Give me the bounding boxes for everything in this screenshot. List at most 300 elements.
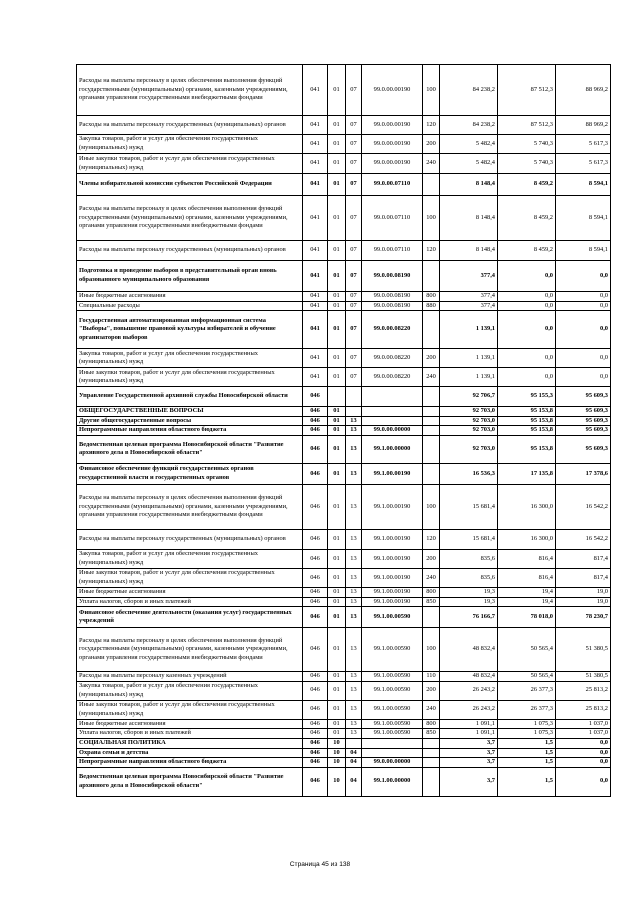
table-row	[77, 681, 611, 700]
row-amount-year2-cell: 50 565,4	[498, 628, 556, 672]
row-cs-cell: 99.1.00.00590	[362, 628, 423, 672]
row-gr-cell: 046	[303, 700, 328, 719]
row-amount-year1-cell: 835,6	[440, 549, 498, 568]
row-amount-year1-cell: 3,7	[440, 748, 498, 758]
row-name-cell: Закупка товаров, работ и услуг для обеспечения государственных (муниципальных) нужд	[77, 349, 303, 368]
row-cs-cell: 99.1.00.00190	[362, 529, 423, 549]
row-amount-year3-cell: 51 380,5	[556, 628, 611, 672]
row-amount-year1-cell: 92 703,0	[440, 435, 498, 463]
table-body	[77, 65, 611, 797]
row-gr-cell: 046	[303, 407, 328, 417]
row-amount-year2-cell: 0,0	[498, 292, 556, 302]
row-rz-cell: 01	[328, 549, 346, 568]
row-rz-cell: 01	[328, 241, 346, 261]
row-amount-year2-cell: 19,4	[498, 587, 556, 597]
row-pr-cell: 13	[346, 628, 362, 672]
row-vr-cell: 100	[423, 65, 440, 116]
row-amount-year1-cell: 3,7	[440, 767, 498, 796]
row-amount-year1-cell: 26 243,2	[440, 681, 498, 700]
row-amount-year1-cell: 5 482,4	[440, 135, 498, 154]
table-row	[77, 65, 611, 116]
row-vr-cell	[423, 261, 440, 292]
row-amount-year1-cell: 92 706,7	[440, 387, 498, 407]
row-amount-year1-cell: 1 139,1	[440, 311, 498, 349]
row-cs-cell: 99.0.00.00190	[362, 154, 423, 174]
row-vr-cell	[423, 463, 440, 484]
row-amount-year2-cell: 95 153,8	[498, 435, 556, 463]
row-cs-cell: 99.1.00.00590	[362, 681, 423, 700]
row-name-cell: Иные бюджетные ассигнования	[77, 719, 303, 729]
row-amount-year2-cell: 17 135,8	[498, 463, 556, 484]
row-amount-year1-cell: 5 482,4	[440, 154, 498, 174]
row-pr-cell: 13	[346, 729, 362, 739]
row-rz-cell: 01	[328, 65, 346, 116]
row-vr-cell: 200	[423, 681, 440, 700]
row-rz-cell: 10	[328, 748, 346, 758]
row-gr-cell: 046	[303, 426, 328, 436]
row-amount-year2-cell: 816,4	[498, 549, 556, 568]
row-amount-year3-cell: 19,0	[556, 597, 611, 607]
row-amount-year2-cell: 1,5	[498, 738, 556, 748]
row-amount-year2-cell: 87 512,3	[498, 116, 556, 135]
table-row	[77, 301, 611, 311]
row-pr-cell: 07	[346, 154, 362, 174]
row-vr-cell	[423, 767, 440, 796]
row-vr-cell: 120	[423, 241, 440, 261]
row-name-cell: Закупка товаров, работ и услуг для обеспечения государственных (муниципальных) нужд	[77, 681, 303, 700]
table-row	[77, 311, 611, 349]
row-rz-cell: 10	[328, 767, 346, 796]
row-amount-year2-cell: 8 459,2	[498, 174, 556, 196]
row-amount-year1-cell: 8 148,4	[440, 174, 498, 196]
row-rz-cell: 01	[328, 349, 346, 368]
row-rz-cell: 10	[328, 738, 346, 748]
row-name-cell: ОБЩЕГОСУДАРСТВЕННЫЕ ВОПРОСЫ	[77, 407, 303, 417]
row-rz-cell: 01	[328, 368, 346, 387]
row-amount-year3-cell: 0,0	[556, 261, 611, 292]
row-pr-cell: 07	[346, 135, 362, 154]
row-amount-year2-cell: 16 300,0	[498, 529, 556, 549]
row-amount-year3-cell: 817,4	[556, 568, 611, 587]
table-row	[77, 435, 611, 463]
row-amount-year1-cell: 1 091,1	[440, 719, 498, 729]
row-amount-year3-cell: 95 609,3	[556, 426, 611, 436]
row-vr-cell	[423, 387, 440, 407]
row-name-cell: Расходы на выплаты персоналу государственных (муниципальных) органов	[77, 241, 303, 261]
row-cs-cell: 99.1.00.00190	[362, 463, 423, 484]
row-vr-cell: 850	[423, 597, 440, 607]
row-vr-cell	[423, 416, 440, 426]
row-amount-year2-cell: 26 377,3	[498, 700, 556, 719]
row-vr-cell	[423, 607, 440, 628]
row-gr-cell: 041	[303, 174, 328, 196]
row-amount-year2-cell: 87 512,3	[498, 65, 556, 116]
row-amount-year3-cell: 88 969,2	[556, 65, 611, 116]
row-name-cell: Уплата налогов, сборов и иных платежей	[77, 729, 303, 739]
row-amount-year1-cell: 84 238,2	[440, 65, 498, 116]
row-gr-cell: 041	[303, 292, 328, 302]
row-name-cell: Расходы на выплаты персоналу казенных учреждений	[77, 672, 303, 682]
row-vr-cell	[423, 407, 440, 417]
row-amount-year3-cell: 0,0	[556, 311, 611, 349]
row-cs-cell: 99.1.00.00590	[362, 672, 423, 682]
row-vr-cell: 240	[423, 700, 440, 719]
row-amount-year3-cell: 1 037,0	[556, 719, 611, 729]
table-row	[77, 738, 611, 748]
row-gr-cell: 046	[303, 387, 328, 407]
row-pr-cell: 07	[346, 349, 362, 368]
row-amount-year1-cell: 377,4	[440, 292, 498, 302]
row-vr-cell: 110	[423, 672, 440, 682]
row-rz-cell: 01	[328, 174, 346, 196]
row-amount-year2-cell: 5 740,3	[498, 154, 556, 174]
row-vr-cell	[423, 738, 440, 748]
row-pr-cell: 07	[346, 368, 362, 387]
row-rz-cell: 01	[328, 463, 346, 484]
row-amount-year1-cell: 3,7	[440, 738, 498, 748]
row-cs-cell: 99.0.00.08220	[362, 368, 423, 387]
row-amount-year1-cell: 92 703,0	[440, 416, 498, 426]
row-rz-cell: 01	[328, 729, 346, 739]
table-row	[77, 135, 611, 154]
row-amount-year1-cell: 15 681,4	[440, 484, 498, 529]
row-gr-cell: 046	[303, 484, 328, 529]
row-amount-year3-cell: 19,0	[556, 587, 611, 597]
row-cs-cell: 99.1.00.00590	[362, 729, 423, 739]
row-cs-cell: 99.0.00.00190	[362, 135, 423, 154]
row-rz-cell: 01	[328, 154, 346, 174]
row-rz-cell: 01	[328, 719, 346, 729]
table-row	[77, 729, 611, 739]
row-gr-cell: 041	[303, 261, 328, 292]
row-cs-cell: 99.0.00.00000	[362, 758, 423, 768]
row-amount-year3-cell: 0,0	[556, 301, 611, 311]
row-cs-cell: 99.1.00.00190	[362, 568, 423, 587]
row-cs-cell: 99.0.00.00190	[362, 116, 423, 135]
budget-table	[76, 64, 611, 797]
row-gr-cell: 046	[303, 767, 328, 796]
table-row	[77, 196, 611, 241]
row-cs-cell: 99.1.00.00000	[362, 435, 423, 463]
table-row	[77, 416, 611, 426]
table-row	[77, 700, 611, 719]
row-pr-cell: 13	[346, 529, 362, 549]
row-amount-year3-cell: 25 813,2	[556, 681, 611, 700]
row-pr-cell: 07	[346, 174, 362, 196]
row-rz-cell: 01	[328, 416, 346, 426]
row-amount-year2-cell: 95 155,3	[498, 387, 556, 407]
row-amount-year2-cell: 5 740,3	[498, 135, 556, 154]
row-name-cell: Ведомственная целевая программа Новосибирской области "Развитие архивного дела в Новосибирской области"	[77, 435, 303, 463]
row-gr-cell: 041	[303, 349, 328, 368]
row-amount-year2-cell: 19,4	[498, 597, 556, 607]
row-pr-cell: 13	[346, 700, 362, 719]
row-amount-year3-cell: 0,0	[556, 368, 611, 387]
table-row	[77, 407, 611, 417]
table-row	[77, 426, 611, 436]
row-amount-year2-cell: 95 153,8	[498, 416, 556, 426]
row-cs-cell: 99.0.00.07110	[362, 174, 423, 196]
row-cs-cell: 99.0.00.08190	[362, 261, 423, 292]
row-vr-cell: 880	[423, 301, 440, 311]
row-amount-year1-cell: 8 148,4	[440, 196, 498, 241]
table-row	[77, 719, 611, 729]
row-amount-year3-cell: 8 594,1	[556, 241, 611, 261]
row-amount-year3-cell: 16 542,2	[556, 484, 611, 529]
row-cs-cell: 99.1.00.00000	[362, 767, 423, 796]
row-vr-cell: 120	[423, 116, 440, 135]
page-number: Страница 45 из 138	[289, 861, 351, 868]
row-amount-year3-cell: 25 813,2	[556, 700, 611, 719]
row-rz-cell: 01	[328, 116, 346, 135]
row-cs-cell: 99.0.00.08220	[362, 349, 423, 368]
table-row	[77, 368, 611, 387]
row-name-cell: Уплата налогов, сборов и иных платежей	[77, 597, 303, 607]
row-amount-year1-cell: 19,3	[440, 587, 498, 597]
row-name-cell: Иные закупки товаров, работ и услуг для обеспечения государственных (муниципальных) нужд	[77, 700, 303, 719]
row-amount-year2-cell: 1,5	[498, 758, 556, 768]
row-vr-cell: 100	[423, 628, 440, 672]
row-name-cell: Иные бюджетные ассигнования	[77, 587, 303, 597]
row-cs-cell: 99.0.00.08190	[362, 301, 423, 311]
row-amount-year3-cell: 5 617,3	[556, 135, 611, 154]
row-name-cell: Члены избирательной комиссии субъектов Российской Федерации	[77, 174, 303, 196]
row-vr-cell: 100	[423, 196, 440, 241]
row-pr-cell: 13	[346, 597, 362, 607]
row-pr-cell: 04	[346, 767, 362, 796]
row-name-cell: Расходы на выплаты персоналу в целях обеспечения выполнения функций государственными (муниципальными) органами, казенными учреждениями, органами управления государственными внебюджетными фондами	[77, 484, 303, 529]
table-row	[77, 549, 611, 568]
row-amount-year2-cell: 0,0	[498, 368, 556, 387]
row-name-cell: Непрограммные направления областного бюджета	[77, 758, 303, 768]
row-rz-cell: 01	[328, 435, 346, 463]
row-vr-cell: 240	[423, 154, 440, 174]
row-amount-year2-cell: 50 565,4	[498, 672, 556, 682]
row-name-cell: Ведомственная целевая программа Новосибирской области "Развитие архивного дела в Новосибирской области"	[77, 767, 303, 796]
row-amount-year1-cell: 377,4	[440, 301, 498, 311]
row-cs-cell: 99.1.00.00590	[362, 719, 423, 729]
row-gr-cell: 046	[303, 681, 328, 700]
row-name-cell: Расходы на выплаты персоналу государственных (муниципальных) органов	[77, 529, 303, 549]
row-vr-cell	[423, 311, 440, 349]
row-amount-year3-cell: 8 594,1	[556, 174, 611, 196]
table-row	[77, 597, 611, 607]
row-amount-year2-cell: 1,5	[498, 748, 556, 758]
row-amount-year2-cell: 16 300,0	[498, 484, 556, 529]
row-amount-year3-cell: 0,0	[556, 758, 611, 768]
row-amount-year3-cell: 0,0	[556, 292, 611, 302]
row-amount-year2-cell: 8 459,2	[498, 196, 556, 241]
row-name-cell: Подготовка и проведение выборов в представительный орган вновь образованного муниципального образования	[77, 261, 303, 292]
row-vr-cell: 800	[423, 587, 440, 597]
row-rz-cell: 01	[328, 681, 346, 700]
row-cs-cell: 99.1.00.00590	[362, 607, 423, 628]
row-pr-cell	[346, 407, 362, 417]
row-gr-cell: 046	[303, 435, 328, 463]
row-gr-cell: 046	[303, 587, 328, 597]
row-name-cell: Специальные расходы	[77, 301, 303, 311]
row-rz-cell: 01	[328, 597, 346, 607]
table-row	[77, 154, 611, 174]
row-gr-cell: 041	[303, 196, 328, 241]
row-cs-cell: 99.0.00.00000	[362, 426, 423, 436]
row-amount-year1-cell: 48 832,4	[440, 628, 498, 672]
row-name-cell: СОЦИАЛЬНАЯ ПОЛИТИКА	[77, 738, 303, 748]
row-gr-cell: 046	[303, 729, 328, 739]
row-amount-year1-cell: 8 148,4	[440, 241, 498, 261]
row-rz-cell: 01	[328, 672, 346, 682]
row-amount-year1-cell: 48 832,4	[440, 672, 498, 682]
row-gr-cell: 041	[303, 135, 328, 154]
row-vr-cell: 120	[423, 529, 440, 549]
row-cs-cell: 99.0.00.07110	[362, 241, 423, 261]
row-gr-cell: 041	[303, 301, 328, 311]
table-row	[77, 529, 611, 549]
row-pr-cell: 07	[346, 311, 362, 349]
row-amount-year2-cell: 0,0	[498, 349, 556, 368]
row-amount-year1-cell: 835,6	[440, 568, 498, 587]
row-cs-cell	[362, 416, 423, 426]
row-amount-year2-cell: 95 153,8	[498, 426, 556, 436]
row-amount-year3-cell: 8 594,1	[556, 196, 611, 241]
row-cs-cell	[362, 748, 423, 758]
row-amount-year1-cell: 15 681,4	[440, 529, 498, 549]
row-pr-cell: 07	[346, 65, 362, 116]
row-cs-cell: 99.0.00.00190	[362, 65, 423, 116]
row-amount-year2-cell: 95 153,8	[498, 407, 556, 417]
row-name-cell: Иные закупки товаров, работ и услуг для обеспечения государственных (муниципальных) нужд	[77, 368, 303, 387]
row-amount-year3-cell: 0,0	[556, 767, 611, 796]
row-amount-year1-cell: 92 703,0	[440, 426, 498, 436]
row-pr-cell: 13	[346, 416, 362, 426]
row-rz-cell: 01	[328, 628, 346, 672]
row-name-cell: Финансовое обеспечение деятельности (оказания услуг) государственных учреждений	[77, 607, 303, 628]
row-name-cell: Расходы на выплаты персоналу в целях обеспечения выполнения функций государственными (муниципальными) органами, казенными учреждениями, органами управления государственными внебюджетными фондами	[77, 65, 303, 116]
row-pr-cell: 13	[346, 549, 362, 568]
row-amount-year1-cell: 76 166,7	[440, 607, 498, 628]
row-gr-cell: 046	[303, 597, 328, 607]
row-name-cell: Иные бюджетные ассигнования	[77, 292, 303, 302]
row-amount-year2-cell: 26 377,3	[498, 681, 556, 700]
row-amount-year2-cell: 1,5	[498, 767, 556, 796]
row-rz-cell: 01	[328, 135, 346, 154]
row-rz-cell: 01	[328, 426, 346, 436]
row-amount-year3-cell: 95 609,3	[556, 435, 611, 463]
row-gr-cell: 046	[303, 416, 328, 426]
row-vr-cell: 800	[423, 292, 440, 302]
row-gr-cell: 046	[303, 719, 328, 729]
row-amount-year2-cell: 0,0	[498, 301, 556, 311]
row-name-cell: Иные закупки товаров, работ и услуг для обеспечения государственных (муниципальных) нужд	[77, 154, 303, 174]
row-vr-cell: 200	[423, 349, 440, 368]
row-cs-cell: 99.0.00.08190	[362, 292, 423, 302]
row-rz-cell: 01	[328, 301, 346, 311]
row-amount-year2-cell: 816,4	[498, 568, 556, 587]
row-pr-cell: 13	[346, 587, 362, 597]
row-amount-year3-cell: 16 542,2	[556, 529, 611, 549]
row-name-cell: Другие общегосударственные вопросы	[77, 416, 303, 426]
row-vr-cell	[423, 758, 440, 768]
row-rz-cell: 01	[328, 568, 346, 587]
row-gr-cell: 046	[303, 568, 328, 587]
row-gr-cell: 041	[303, 368, 328, 387]
table-row	[77, 587, 611, 597]
row-amount-year3-cell: 817,4	[556, 549, 611, 568]
row-pr-cell: 04	[346, 748, 362, 758]
row-pr-cell: 07	[346, 196, 362, 241]
row-vr-cell	[423, 435, 440, 463]
row-name-cell: Иные закупки товаров, работ и услуг для обеспечения государственных (муниципальных) нужд	[77, 568, 303, 587]
row-amount-year3-cell: 0,0	[556, 738, 611, 748]
row-gr-cell: 046	[303, 607, 328, 628]
row-amount-year3-cell: 51 380,5	[556, 672, 611, 682]
row-name-cell: Непрограммные направления областного бюджета	[77, 426, 303, 436]
row-name-cell: Государственная автоматизированная информационная система "Выборы", повышение правовой культуры избирателей и обучение организаторов выборов	[77, 311, 303, 349]
row-amount-year3-cell: 95 609,3	[556, 407, 611, 417]
row-pr-cell: 13	[346, 426, 362, 436]
row-cs-cell: 99.0.00.08220	[362, 311, 423, 349]
table-row	[77, 463, 611, 484]
row-name-cell: Расходы на выплаты персоналу в целях обеспечения выполнения функций государственными (муниципальными) органами, казенными учреждениями, органами управления государственными внебюджетными фондами	[77, 196, 303, 241]
row-pr-cell: 13	[346, 568, 362, 587]
table-row	[77, 174, 611, 196]
row-pr-cell	[346, 738, 362, 748]
row-pr-cell: 13	[346, 672, 362, 682]
row-amount-year1-cell: 1 139,1	[440, 349, 498, 368]
row-vr-cell	[423, 748, 440, 758]
row-vr-cell: 100	[423, 484, 440, 529]
table-row	[77, 628, 611, 672]
table-row	[77, 484, 611, 529]
row-pr-cell: 13	[346, 435, 362, 463]
row-rz-cell	[328, 387, 346, 407]
row-amount-year3-cell: 1 037,0	[556, 729, 611, 739]
row-amount-year3-cell: 88 969,2	[556, 116, 611, 135]
row-amount-year2-cell: 1 075,3	[498, 719, 556, 729]
row-vr-cell: 240	[423, 568, 440, 587]
row-gr-cell: 046	[303, 758, 328, 768]
row-pr-cell	[346, 387, 362, 407]
row-amount-year3-cell: 0,0	[556, 349, 611, 368]
row-rz-cell: 01	[328, 607, 346, 628]
row-vr-cell: 200	[423, 135, 440, 154]
row-pr-cell: 13	[346, 607, 362, 628]
table-row	[77, 241, 611, 261]
row-rz-cell: 01	[328, 700, 346, 719]
row-amount-year2-cell: 0,0	[498, 311, 556, 349]
row-gr-cell: 046	[303, 748, 328, 758]
row-amount-year3-cell: 17 378,6	[556, 463, 611, 484]
row-pr-cell: 13	[346, 681, 362, 700]
row-pr-cell: 07	[346, 301, 362, 311]
row-pr-cell: 07	[346, 116, 362, 135]
row-name-cell: Охрана семьи и детства	[77, 748, 303, 758]
row-name-cell: Финансовое обеспечение функций государственных органов государственной власти и государственных органов	[77, 463, 303, 484]
row-gr-cell: 041	[303, 154, 328, 174]
row-cs-cell: 99.1.00.00590	[362, 700, 423, 719]
table-row	[77, 672, 611, 682]
table-row	[77, 387, 611, 407]
row-gr-cell: 046	[303, 529, 328, 549]
row-rz-cell: 01	[328, 587, 346, 597]
row-rz-cell: 10	[328, 758, 346, 768]
row-amount-year3-cell: 95 609,3	[556, 387, 611, 407]
row-amount-year3-cell: 78 230,7	[556, 607, 611, 628]
row-amount-year1-cell: 16 536,3	[440, 463, 498, 484]
row-cs-cell: 99.1.00.00190	[362, 587, 423, 597]
table-row	[77, 607, 611, 628]
row-pr-cell: 13	[346, 463, 362, 484]
